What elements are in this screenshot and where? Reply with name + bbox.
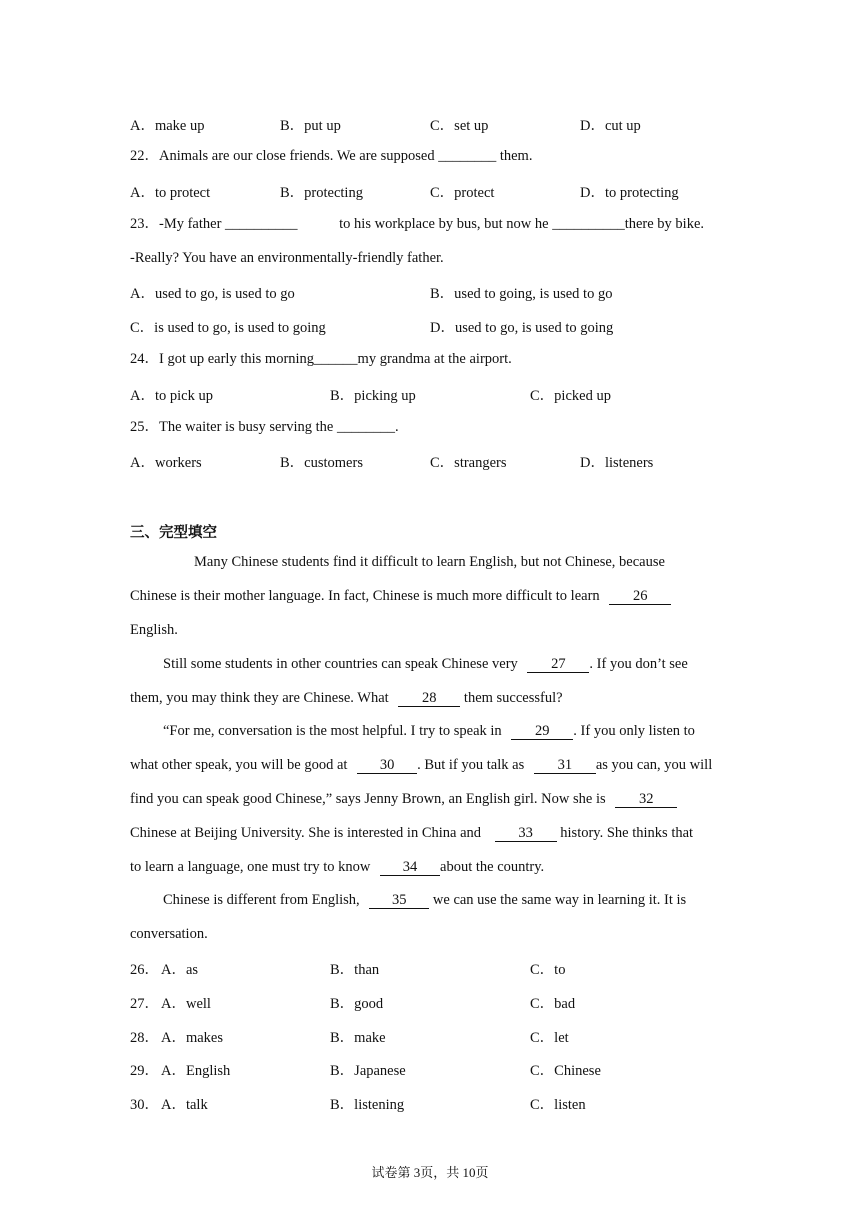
passage-text: history. She thinks that: [556, 825, 694, 841]
passage-text: . If you only listen to: [573, 723, 695, 739]
q22-option-d: D．to protecting: [580, 185, 679, 201]
passage-text: we can use the same way in learning it. It is: [429, 892, 687, 908]
question-text: them.: [496, 148, 533, 164]
choice-number: 27．: [130, 996, 159, 1012]
q24-option-c: C．picked up: [530, 388, 611, 404]
choice-b: B．make: [330, 1030, 386, 1046]
question-text: to his workplace by bus, but now he: [335, 216, 553, 232]
passage-text: Chinese is different from English,: [163, 892, 364, 908]
question-text: there by bike.: [624, 216, 705, 232]
passage-line: conversation.: [130, 926, 208, 942]
question-number: 22．: [130, 148, 159, 164]
passage-line: [163, 654, 688, 674]
q22-option-a: A．to protect: [130, 185, 211, 201]
q25-option-a: A．workers: [130, 455, 202, 471]
passage-line: [130, 789, 677, 809]
choice-c: C．to: [530, 962, 566, 978]
section-heading: 三、完型填空: [130, 525, 217, 541]
passage-text: find you can speak good Chinese,” says Jenny Brown, an English girl. Now she is: [130, 791, 610, 807]
passage-line: [130, 823, 693, 843]
blank-35: 35: [369, 892, 429, 909]
choice-b: B．good: [330, 996, 384, 1012]
blank-33: 33: [495, 825, 557, 842]
passage-text: Chinese is their mother language. In fact, Chinese is much more difficult to learn: [130, 588, 604, 604]
blank-31: 31: [534, 757, 596, 774]
blank-34: 34: [380, 859, 440, 876]
blank-27: 27: [527, 656, 589, 673]
q21-option-b: B．put up: [280, 118, 341, 134]
blank-28: 28: [398, 690, 460, 707]
passage-line: [130, 688, 563, 708]
choice-c: C．listen: [530, 1097, 586, 1113]
question-text: .: [395, 419, 399, 435]
passage-text: . But if you talk as: [417, 757, 528, 773]
passage-line: English.: [130, 622, 178, 638]
q22-option-c: C．protect: [430, 185, 495, 201]
question-text: 25．The waiter is busy serving the: [130, 419, 337, 435]
choice-c: C．let: [530, 1030, 569, 1046]
q23-option-c: C．is used to go, is used to going: [130, 320, 326, 336]
choice-number: 28．: [130, 1030, 159, 1046]
choice-b: B．than: [330, 962, 380, 978]
page-footer: 试卷第 3页，共 10页: [371, 1165, 489, 1180]
answer-blank: ________: [337, 419, 395, 435]
choice-c: C．bad: [530, 996, 576, 1012]
question-23: [130, 214, 704, 234]
passage-text: to learn a language, one must try to know: [130, 859, 375, 875]
q21-option-a: A．make up: [130, 118, 205, 134]
passage-line: Many Chinese students find it difficult to learn English, but not Chinese, because: [194, 554, 665, 570]
q24-option-b: B．picking up: [330, 388, 416, 404]
question-24: [130, 349, 512, 369]
choice-number: 26．: [130, 962, 159, 978]
question-22: [130, 146, 532, 166]
passage-text: them successful?: [460, 690, 563, 706]
answer-blank: __________: [552, 216, 625, 232]
passage-text: as you can, you will: [595, 757, 713, 773]
passage-line: [130, 586, 671, 606]
passage-text: . If you don’t see: [589, 656, 688, 672]
q21-option-c: C．set up: [430, 118, 489, 134]
answer-blank: ______: [314, 351, 358, 367]
passage-line: [163, 890, 686, 910]
choice-a: A．well: [161, 996, 211, 1012]
question-text: 23．-My father: [130, 216, 226, 232]
q25-option-c: C．strangers: [430, 455, 507, 471]
blank-29: 29: [511, 723, 573, 740]
choice-a: A．talk: [161, 1097, 208, 1113]
q21-option-d: D．cut up: [580, 118, 641, 134]
answer-blank: ________: [438, 148, 497, 164]
passage-text: “For me, conversation is the most helpful. I try to speak in: [163, 723, 506, 739]
question-text: 24．I got up early this morning: [130, 351, 315, 367]
answer-blank: __________: [225, 216, 298, 232]
passage-text: about the country.: [440, 859, 545, 875]
q23-option-d: D．used to go, is used to going: [430, 320, 614, 336]
passage-text: what other speak, you will be good at: [130, 757, 352, 773]
q25-option-d: D．listeners: [580, 455, 654, 471]
blank-32: 32: [615, 791, 677, 808]
passage-text: Still some students in other countries can speak Chinese very: [163, 656, 522, 672]
choice-number: 29．: [130, 1063, 159, 1079]
q24-option-a: A．to pick up: [130, 388, 213, 404]
question-23-reply: -Really? You have an environmentally-friendly father.: [130, 250, 444, 266]
blank-26: 26: [609, 588, 671, 605]
question-25: [130, 417, 399, 437]
q23-option-a: A．used to go, is used to go: [130, 286, 295, 302]
q25-option-b: B．customers: [280, 455, 363, 471]
choice-c: C．Chinese: [530, 1063, 601, 1079]
choice-number: 30．: [130, 1097, 159, 1113]
choice-a: A．makes: [161, 1030, 224, 1046]
passage-text: them, you may think they are Chinese. What: [130, 690, 393, 706]
blank-30: 30: [357, 757, 417, 774]
q22-option-b: B．protecting: [280, 185, 363, 201]
passage-line: [163, 721, 695, 741]
choice-b: B．Japanese: [330, 1063, 406, 1079]
q23-option-b: B．used to going, is used to go: [430, 286, 613, 302]
question-text: Animals are our close friends. We are supposed: [159, 148, 439, 164]
choice-a: A．as: [161, 962, 199, 978]
choice-b: B．listening: [330, 1097, 405, 1113]
choice-a: A．English: [161, 1063, 231, 1079]
passage-text: Chinese at Beijing University. She is interested in China and: [130, 825, 485, 841]
passage-line: [130, 857, 544, 877]
question-text: my grandma at the airport.: [357, 351, 512, 367]
passage-line: [130, 755, 712, 775]
